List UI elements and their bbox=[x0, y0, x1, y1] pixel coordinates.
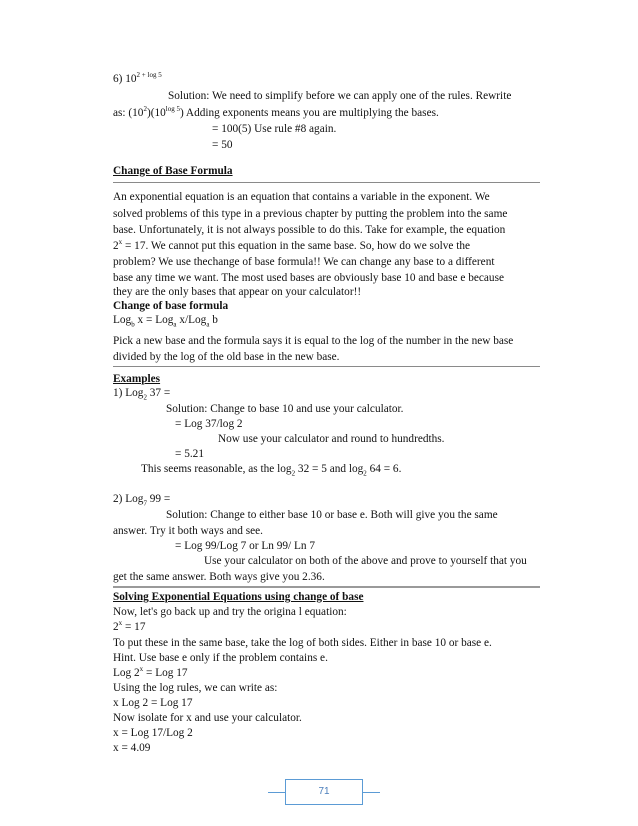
example-title: 2) Log$_7$ 99 = bbox=[113, 493, 171, 508]
paragraph-line: divided by the log of the old base in the new base. bbox=[113, 351, 340, 363]
example-line: = 5.21 bbox=[175, 448, 204, 460]
paragraph-line: solved problems of this type in a previous chapter by putting the problem into the same bbox=[113, 208, 508, 220]
problem-6-line: = 100(5) Use rule #8 again. bbox=[212, 123, 337, 135]
solving-line: x Log 2 = Log 17 bbox=[113, 697, 193, 709]
solving-line: Log $2^x$ = Log 17 bbox=[113, 665, 188, 679]
problem-6-line: as: $(10^2)(10^{log 5})$ Adding exponents means you are multiplying the bases. bbox=[113, 105, 439, 119]
example-line: get the same answer. Both ways give you 2.36. bbox=[113, 571, 325, 583]
subheading: Change of base formula bbox=[113, 300, 229, 312]
example-line: This seems reasonable, as the $\log_2 32 = 5$ and $\log_2 64 = 6$. bbox=[141, 463, 402, 478]
formula: Log$_b$ x = Log$_a$ x/Log$_a$ b bbox=[113, 314, 218, 329]
paragraph-line: base. Unfortunately, it is not always possible to do this. Take for example, the equation bbox=[113, 224, 506, 236]
divider bbox=[113, 366, 540, 367]
solving-line: Now isolate for x and use your calculator. bbox=[113, 712, 302, 724]
problem-6-line: Solution: We need to simplify before we can apply one of the rules. Rewrite bbox=[168, 90, 512, 102]
example-line: = Log 37/log 2 bbox=[175, 418, 243, 430]
solving-line: To put these in the same base, take the log of both sides. Either in base 10 or base e. bbox=[113, 637, 492, 649]
solving-line: Hint. Use base e only if the problem contains e. bbox=[113, 652, 328, 664]
example-title: 1) Log$_2$ 37 = bbox=[113, 387, 171, 402]
section-heading: Solving Exponential Equations using change of base bbox=[113, 591, 364, 603]
solving-line: Using the log rules, we can write as: bbox=[113, 682, 278, 694]
example-line: Solution: Change to either base 10 or base e. Both will give you the same bbox=[166, 509, 498, 521]
example-line: answer. Try it both ways and see. bbox=[113, 525, 263, 537]
problem-6-line: = 50 bbox=[212, 139, 233, 151]
example-line: = Log 99/Log 7 or Ln 99/ Ln 7 bbox=[175, 540, 316, 552]
paragraph-line: An exponential equation is an equation that contains a variable in the exponent. We bbox=[113, 191, 490, 203]
paragraph-line: Pick a new base and the formula says it is equal to the log of the number in the new base bbox=[113, 335, 514, 347]
example-line: Solution: Change to base 10 and use your calculator. bbox=[166, 403, 404, 415]
page-number-box bbox=[285, 779, 363, 805]
paragraph-line: base any time we want. The most used bases are obviously base 10 and base e because bbox=[113, 272, 504, 284]
paragraph-line: $2^x = 17$. We cannot put this equation in the same base. So, how do we solve the bbox=[113, 238, 471, 252]
example-line: Use your calculator on both of the above and prove to yourself that you bbox=[204, 555, 527, 567]
paragraph-line: they are the only bases that appear on your calculator!! bbox=[113, 286, 362, 298]
solving-line: x = Log 17/Log 2 bbox=[113, 727, 193, 739]
solving-line: Now, let's go back up and try the origina l equation: bbox=[113, 606, 347, 618]
page-number: 71 bbox=[318, 786, 330, 797]
section-heading: Change of Base Formula bbox=[113, 165, 233, 177]
paragraph-line: problem? We use thechange of base formula!! We can change any base to a different bbox=[113, 256, 495, 268]
solving-line: x = 4.09 bbox=[113, 742, 151, 754]
example-line: Now use your calculator and round to hundredths. bbox=[218, 433, 445, 445]
divider bbox=[113, 182, 540, 183]
divider bbox=[113, 586, 540, 588]
problem-6-title: 6) $10^{2 + log 5}$ bbox=[113, 71, 162, 85]
section-heading: Examples bbox=[113, 373, 161, 385]
solving-line: $2^x = 17$ bbox=[113, 619, 146, 633]
